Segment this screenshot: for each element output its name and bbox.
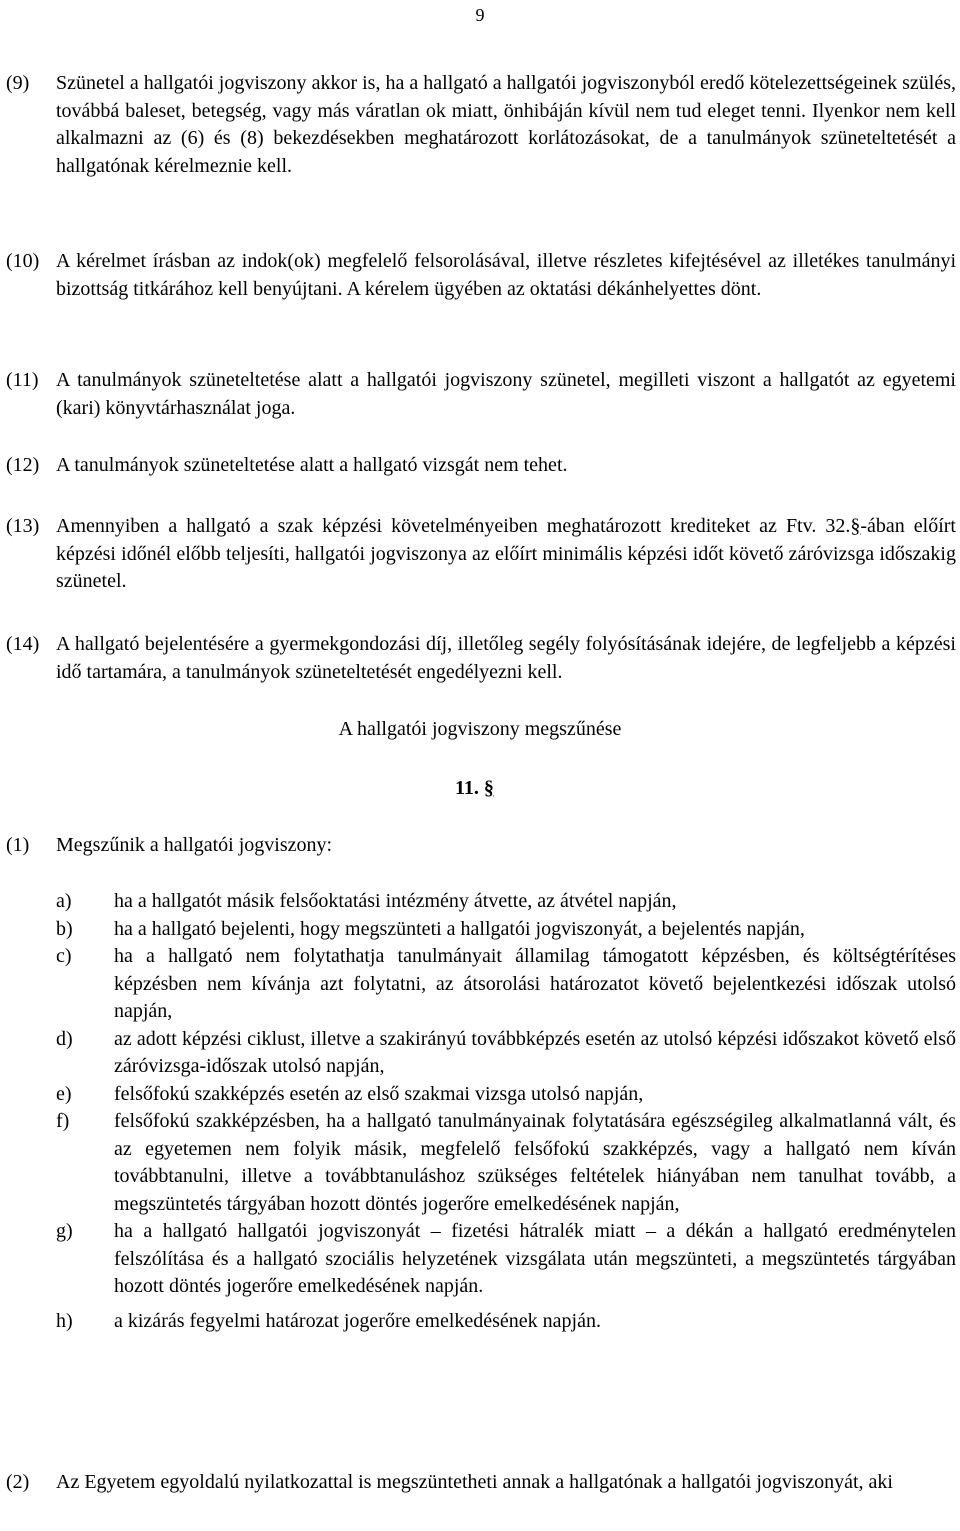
page-number: 9 — [475, 5, 485, 25]
paragraph-2 — [6, 1469, 956, 1497]
paragraph-text: A kérelmet írásban az indok(ok) megfelelő felsorolásával, illetve részletes kifejtésével az illetékes tanulmányi bizottság titkárához kell benyújtani. A kérelem ügyében az oktatási dékánhelyettes dönt. — [56, 250, 956, 300]
item-text: a kizárás fegyelmi határozat jogerőre emelkedésének napján. — [114, 1309, 601, 1332]
section-heading-text: A hallgatói jogviszony megszűnése — [338, 718, 622, 740]
section-number — [455, 775, 494, 803]
paragraph-9 — [6, 70, 956, 180]
item-text: felsőfokú szakképzés esetén az első szakmai vizsga utolsó napján, — [114, 1082, 644, 1105]
item-letter: e) — [56, 1082, 72, 1105]
intro-text: Megszűnik a hallgatói jogviszony: — [56, 834, 333, 856]
paragraph-number: (11) — [6, 369, 39, 391]
item-text: ha a hallgató hallgatói jogviszonyát – fizetési hátralék miatt – a dékán a hallgató eredménytelen felszólítása és a hallgató szociális helyzetének vizsgálata után megszünteti, a megszüntetés tárgyában hozott döntés jogerőre emelkedésének napján. — [114, 1220, 956, 1297]
paragraph-14 — [6, 631, 956, 686]
termination-list — [56, 888, 956, 1335]
paragraph-text: Az Egyetem egyoldalú nyilatkozattal is megszüntetheti annak a hallgatónak a hallgatói jogviszonyát, aki — [56, 1471, 893, 1493]
paragraph-12 — [6, 452, 956, 480]
item-text: ha a hallgató nem folytathatja tanulmányait államilag támogatott képzésben, és költségtérítéses képzésben nem kívánja azt folytatni, az átsorolási határozatot követő bejelentkezési időszak utolsó napján, — [114, 945, 956, 1022]
paragraph-10 — [6, 248, 956, 303]
item-letter: g) — [56, 1220, 73, 1242]
item-letter: h) — [56, 1309, 73, 1332]
section-number-text: 11. — [455, 777, 479, 799]
paragraph-text: A tanulmányok szüneteltetése alatt a hallgató vizsgát nem tehet. — [56, 454, 568, 476]
paragraph-number: (10) — [6, 250, 40, 272]
list-item — [56, 1308, 956, 1336]
section-heading — [0, 716, 960, 744]
list-item — [56, 888, 956, 916]
item-text: felsőfokú szakképzésben, ha a hallgató tanulmányainak folytatására egészségileg alkalmatlanná vált, és az egyetemen nem folyik másik, megfelelő felsőfokú szakképzés, vagy a hallgató nem kíván továbbtanulni, illetve a továbbtanuláshoz szükséges feltételek hiányában nem tanulhat tovább, a megszüntetés tárgyában hozott döntés jogerőre emelkedésének napján, — [114, 1110, 956, 1215]
paragraph-number: (14) — [6, 633, 40, 655]
paragraph-text: A hallgató bejelentésére a gyermekgondozási díj, illetőleg segély folyósításának idejére, de legfeljebb a képzési idő tartamára, a tanulmányok szüneteltetését engedélyezni kell. — [56, 633, 956, 683]
paragraph-text: A tanulmányok szüneteltetése alatt a hallgatói jogviszony szünetel, megilleti viszont a hallgatót az egyetemi (kari) könyvtárhasználat joga. — [56, 369, 956, 419]
section-link[interactable]: § — [850, 515, 861, 537]
paragraph-number: (12) — [6, 454, 40, 476]
list-item — [56, 1218, 956, 1301]
paragraph-text — [56, 513, 956, 596]
paragraph-number: (9) — [6, 72, 30, 94]
paragraph-13 — [6, 513, 956, 596]
paragraph-11 — [6, 367, 956, 422]
list-item — [56, 1108, 956, 1218]
text-before-link: Amennyiben a hallgató a szak képzési követelményeiben meghatározott krediteket az Ftv. 32. — [56, 515, 851, 537]
item-letter: c) — [56, 945, 72, 967]
list-item — [56, 1026, 956, 1081]
termination-intro — [6, 832, 956, 860]
paragraph-number: (1) — [6, 834, 30, 856]
item-letter: d) — [56, 1027, 73, 1050]
item-text: ha a hallgatót másik felsőoktatási intézmény átvette, az átvétel napján, — [114, 890, 677, 912]
list-item — [56, 916, 956, 944]
item-letter: b) — [56, 917, 73, 940]
paragraph-text: Szünetel a hallgatói jogviszony akkor is, ha a hallgató a hallgatói jogviszonyból eredő kötelezettségeinek szülés, továbbá baleset, betegség, vagy más váratlan ok miatt, önhibáján kívül nem tud eleget tenni. Ilyenkor nem kell alkalmazni az (6) és (8) bekezdésekben meghatározott korlátozásokat, de a tanulmányok szüneteltetését a hallgatónak kérelmeznie kell. — [56, 72, 956, 177]
item-text: ha a hallgató bejelenti, hogy megszünteti a hallgatói jogviszonyát, a bejelentés napján, — [114, 917, 805, 940]
item-letter: f) — [56, 1110, 70, 1132]
paragraph-number: (13) — [6, 515, 40, 537]
text-after-link: -ában előírt képzési időnél előbb teljesíti, hallgatói jogviszonya az előírt minimális képzési időt követő záróvizsga időszakig szünetel. — [56, 515, 956, 592]
paragraph-number: (2) — [6, 1471, 30, 1493]
item-text: az adott képzési ciklust, illetve a szakirányú továbbképzés esetén az utolsó képzési időszakot követő első záróvizsga-időszak utolsó napján, — [114, 1027, 956, 1077]
list-item — [56, 943, 956, 1026]
item-letter: a) — [56, 890, 72, 912]
section-symbol[interactable]: § — [483, 777, 494, 799]
list-item — [56, 1081, 956, 1109]
